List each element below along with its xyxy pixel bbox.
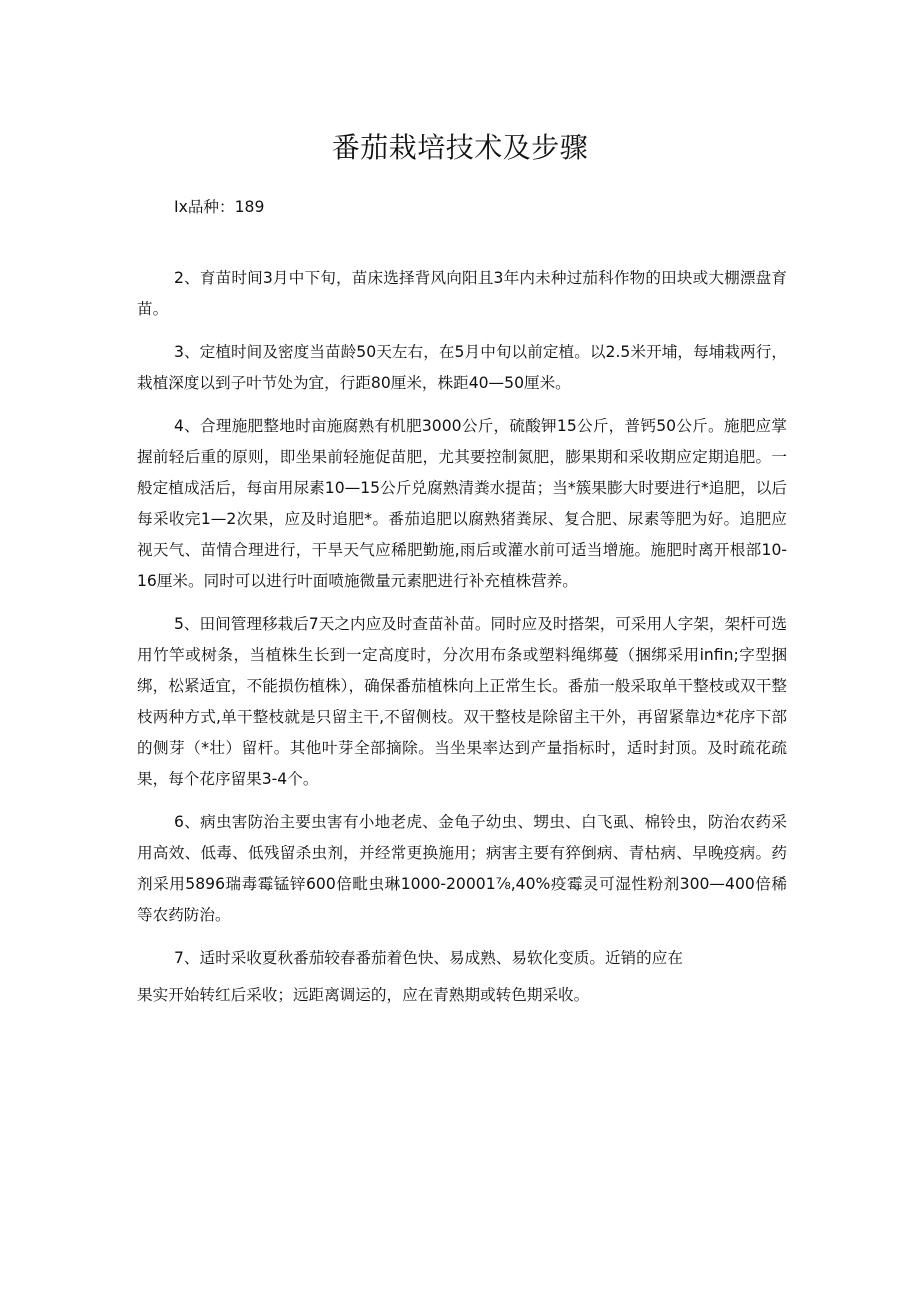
paragraph-harvest: 7、适时采收夏秋番茄较春番茄着色快、易成熟、易软化变质。近销的应在 [174,949,683,967]
paragraph-harvest-continued: 果实开始转红后采收；远距离调运的，应在青熟期或转色期采收。 [137,986,590,1004]
paragraph-variety: Ix品种：189 [174,198,265,216]
paragraph-planting: 3、定植时间及密度当苗龄50天左右，在5月中旬以前定植。以2.5米开埔，每埔栽两行，栽植深度以到子叶节处为宜，行距80厘米，株距40—50厘米。 [137,343,787,392]
paragraph-pest-control: 6、病虫害防治主要虫害有小地老虎、金龟子幼虫、甥虫、白飞虱、棉铃虫，防治农药采用高效、低毒、低残留杀虫剂，并经常更换施用；病害主要有猝倒病、青枯病、早晚疫病。药剂采用5896瑞毒霉锰锌600倍毗虫琳1000-20001⅞,40%疫霉灵可湿性粉剂300—400倍稀等农药防治。 [137,813,787,924]
document-body [137,192,787,1011]
paragraph-field-management: 5、田间管理移栽后7天之内应及时查苗补苗。同时应及时搭架，可采用人字架，架杆可选用竹竿或树条，当植株生长到一定高度时，分次用布条或塑料绳绑蔓（捆绑采用infin;字型捆绑，松紧适宜，不能损伤植株），确保番茄植株向上正常生长。番茄一般采取单干整枝或双干整枝两种方式,单干整枝就是只留主干,不留侧枝。双干整枝是除留主干外，再留紧靠边*花序下部的侧芽（*壮）留杆。其他叶芽全部摘除。当坐果率达到产量指标时，适时封顶。及时疏花疏果，每个花序留果3-4个。 [137,615,787,788]
paragraph-seedling: 2、育苗时间3月中下旬，苗床选择背风向阳且3年内未种过茄科作物的田块或大棚漂盘育苗。 [137,269,787,318]
page-title: 番茄栽培技术及步骤 [331,131,589,164]
paragraph-fertilization: 4、合理施肥整地时亩施腐熟有机肥3000公斤，硫酸钾15公斤，普钙50公斤。施肥应掌握前轻后重的原则，即坐果前轻施促苗肥，尤其要控制氮肥，膨果期和采收期应定期追肥。一般定植成活后，每亩用尿素10—15公斤兑腐熟清粪水提苗；当*簇果膨大时要进行*追肥，以后每采收完1—2次果，应及时追肥*。番茄追肥以腐熟猪粪尿、复合肥、尿素等肥为好。追肥应视天气、苗情合理进行，干旱天气应稀肥勤施,雨后或灌水前可适当增施。施肥时离开根部10-16厘米。同时可以进行叶面喷施微量元素肥进行补充植株营养。 [137,417,787,590]
